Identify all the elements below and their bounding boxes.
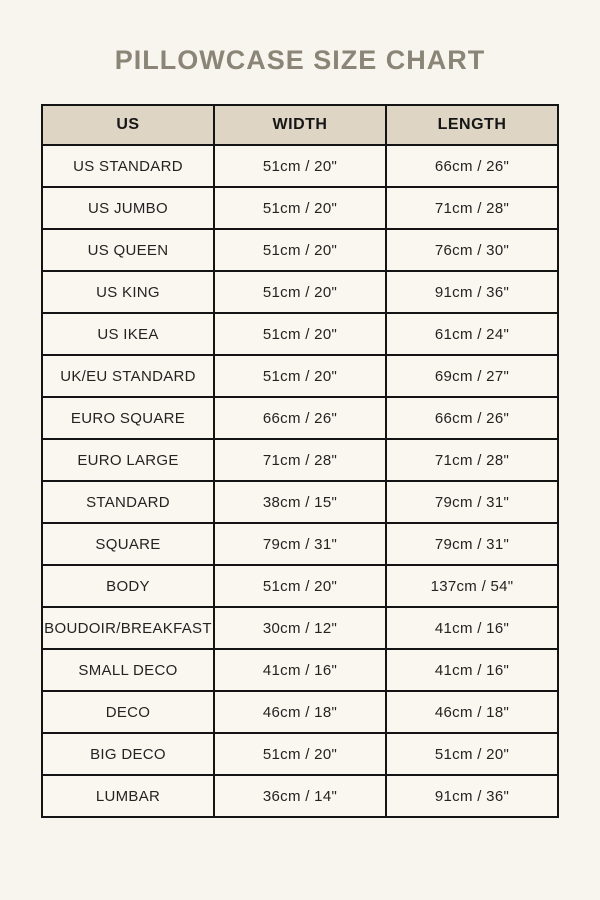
cell-length: 71cm / 28": [386, 439, 558, 481]
table-row: [42, 733, 558, 775]
table-row: [42, 313, 558, 355]
cell-length: 79cm / 31": [386, 481, 558, 523]
cell-us: US QUEEN: [42, 229, 214, 271]
cell-width: 30cm / 12": [214, 607, 386, 649]
cell-width: 51cm / 20": [214, 565, 386, 607]
cell-width: 51cm / 20": [214, 313, 386, 355]
cell-length: 46cm / 18": [386, 691, 558, 733]
cell-us: UK/EU STANDARD: [42, 355, 214, 397]
table-row: [42, 649, 558, 691]
cell-us: US KING: [42, 271, 214, 313]
table-row: [42, 565, 558, 607]
page-title: PILLOWCASE SIZE CHART: [114, 45, 486, 75]
cell-width: 51cm / 20": [214, 145, 386, 187]
table-row: [42, 775, 558, 817]
size-chart-table: [41, 104, 559, 818]
cell-length: 76cm / 30": [386, 229, 558, 271]
cell-width: 51cm / 20": [214, 355, 386, 397]
cell-width: 79cm / 31": [214, 523, 386, 565]
cell-us: BODY: [42, 565, 214, 607]
cell-us: BOUDOIR/BREAKFAST: [42, 607, 214, 649]
cell-length: 91cm / 36": [386, 271, 558, 313]
cell-width: 41cm / 16": [214, 649, 386, 691]
table-row: [42, 355, 558, 397]
cell-us: LUMBAR: [42, 775, 214, 817]
cell-width: 51cm / 20": [214, 187, 386, 229]
table-row: [42, 523, 558, 565]
cell-width: 51cm / 20": [214, 733, 386, 775]
cell-us: EURO SQUARE: [42, 397, 214, 439]
cell-width: 66cm / 26": [214, 397, 386, 439]
cell-us: US STANDARD: [42, 145, 214, 187]
cell-us: DECO: [42, 691, 214, 733]
cell-width: 36cm / 14": [214, 775, 386, 817]
cell-us: US IKEA: [42, 313, 214, 355]
header-cell-length: LENGTH: [386, 105, 558, 145]
cell-us: STANDARD: [42, 481, 214, 523]
cell-length: 69cm / 27": [386, 355, 558, 397]
cell-length: 66cm / 26": [386, 145, 558, 187]
cell-width: 38cm / 15": [214, 481, 386, 523]
table-row: [42, 397, 558, 439]
cell-us: SMALL DECO: [42, 649, 214, 691]
cell-width: 46cm / 18": [214, 691, 386, 733]
cell-length: 79cm / 31": [386, 523, 558, 565]
header-cell-width: WIDTH: [214, 105, 386, 145]
cell-length: 66cm / 26": [386, 397, 558, 439]
cell-us: EURO LARGE: [42, 439, 214, 481]
table-row: [42, 187, 558, 229]
header-cell-us: US: [42, 105, 214, 145]
cell-width: 51cm / 20": [214, 229, 386, 271]
table-row: [42, 481, 558, 523]
cell-length: 41cm / 16": [386, 607, 558, 649]
cell-us: US JUMBO: [42, 187, 214, 229]
cell-length: 91cm / 36": [386, 775, 558, 817]
cell-length: 71cm / 28": [386, 187, 558, 229]
table-header: [42, 105, 558, 145]
header-row: [42, 105, 558, 145]
table-row: [42, 271, 558, 313]
cell-length: 41cm / 16": [386, 649, 558, 691]
cell-length: 137cm / 54": [386, 565, 558, 607]
cell-length: 51cm / 20": [386, 733, 558, 775]
table-row: [42, 691, 558, 733]
cell-us: SQUARE: [42, 523, 214, 565]
table-row: [42, 145, 558, 187]
table-row: [42, 229, 558, 271]
table-row: [42, 607, 558, 649]
cell-width: 51cm / 20": [214, 271, 386, 313]
table-body: [42, 145, 558, 817]
cell-us: BIG DECO: [42, 733, 214, 775]
table-row: [42, 439, 558, 481]
cell-length: 61cm / 24": [386, 313, 558, 355]
cell-width: 71cm / 28": [214, 439, 386, 481]
